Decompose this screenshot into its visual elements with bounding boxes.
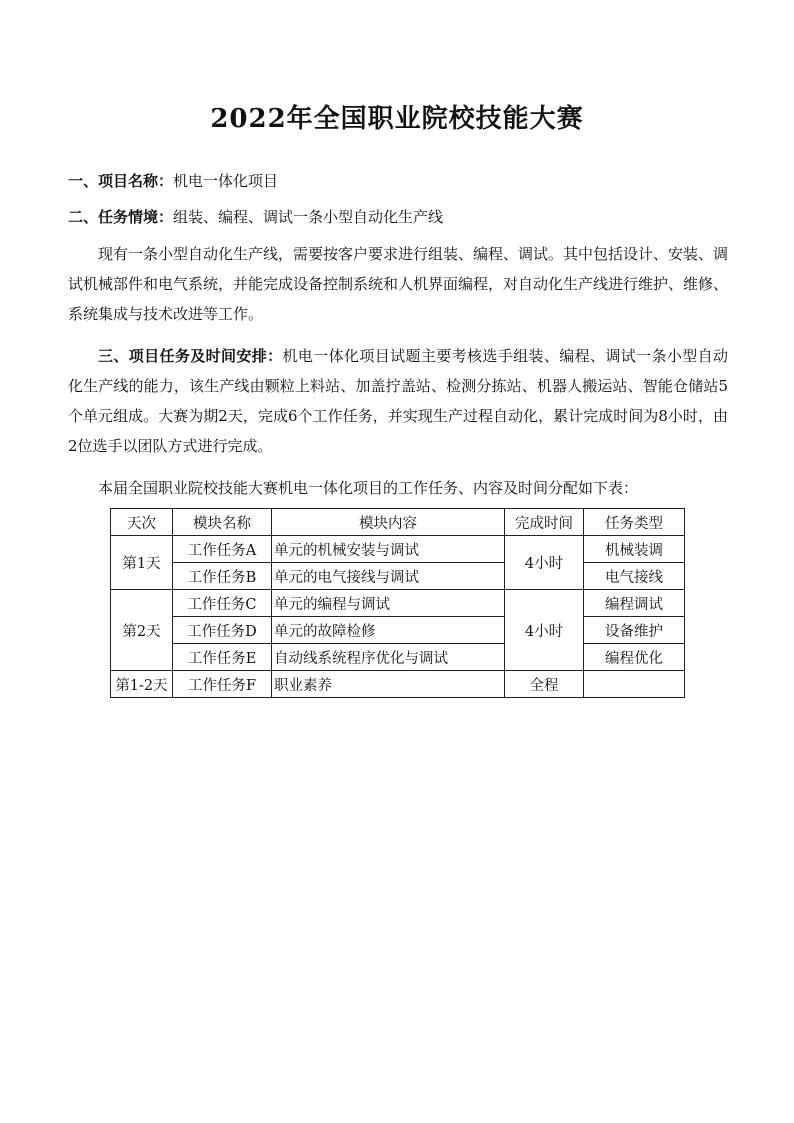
- project-name-value: 机电一体化项目: [173, 172, 279, 190]
- table-row: [111, 590, 685, 617]
- content-cell: 自动线系统程序优化与调试: [272, 644, 505, 671]
- project-name-line: [68, 166, 728, 196]
- table-row: [111, 617, 685, 644]
- table-intro: 本届全国职业院校技能大赛机电一体化项目的工作任务、内容及时间分配如下表：: [98, 479, 639, 497]
- header-module: 模块名称: [173, 509, 272, 536]
- table-row: [111, 644, 685, 671]
- table-header-row: [111, 509, 685, 536]
- module-cell: 工作任务A: [173, 536, 272, 563]
- task-scenario-label: 二、任务情境：: [68, 208, 174, 226]
- day-cell: 第1天: [111, 536, 173, 590]
- header-day: 天次: [111, 509, 173, 536]
- module-cell: 工作任务F: [173, 671, 272, 698]
- time-cell: 4小时: [505, 590, 584, 671]
- content-cell: 职业素养: [272, 671, 505, 698]
- module-cell: 工作任务B: [173, 563, 272, 590]
- task-schedule-label: 三、项目任务及时间安排：: [98, 347, 283, 365]
- type-cell: 编程优化: [584, 644, 685, 671]
- table-row: [111, 563, 685, 590]
- project-name-label: 一、项目名称：: [68, 172, 174, 190]
- day-cell: 第1-2天: [111, 671, 173, 698]
- header-content: 模块内容: [272, 509, 505, 536]
- content-cell: 单元的编程与调试: [272, 590, 505, 617]
- module-cell: 工作任务C: [173, 590, 272, 617]
- time-cell: 全程: [505, 671, 584, 698]
- module-cell: 工作任务D: [173, 617, 272, 644]
- document-title: 2022年全国职业院校技能大赛: [210, 104, 584, 134]
- task-schedule-text: 机电一体化项目试题主要考核选手组装、编程、调试一条小型自动化生产线的能力，该生产线由颗粒上料站、加盖拧盖站、检测分拣站、机器人搬运站、智能仓储站5个单元组成。大赛为期2天，完成6个工作任务，并实现生产过程自动化，累计完成时间为8小时，由2位选手以团队方式进行完成。: [68, 347, 728, 455]
- header-type: 任务类型: [584, 509, 685, 536]
- type-cell: 机械装调: [584, 536, 685, 563]
- module-cell: 工作任务E: [173, 644, 272, 671]
- table-row: [111, 536, 685, 563]
- task-table: [110, 508, 685, 698]
- time-cell: 4小时: [505, 536, 584, 590]
- content-cell: 单元的电气接线与调试: [272, 563, 505, 590]
- header-time: 完成时间: [505, 509, 584, 536]
- day-cell: 第2天: [111, 590, 173, 671]
- task-schedule-paragraph: [68, 341, 728, 461]
- task-scenario-line: [68, 202, 728, 232]
- type-cell: [584, 671, 685, 698]
- content-cell: 单元的故障检修: [272, 617, 505, 644]
- scenario-paragraph: 现有一条小型自动化生产线，需要按客户要求进行组装、编程、调试。其中包括设计、安装、调试机械部件和电气系统，并能完成设备控制系统和人机界面编程，对自动化生产线进行维护、维修、系统集成与技术改进等工作。: [68, 245, 729, 323]
- content-cell: 单元的机械安装与调试: [272, 536, 505, 563]
- table-row: [111, 671, 685, 698]
- task-scenario-value: 组装、编程、调试一条小型自动化生产线: [173, 208, 444, 226]
- type-cell: 设备维护: [584, 617, 685, 644]
- type-cell: 编程调试: [584, 590, 685, 617]
- type-cell: 电气接线: [584, 563, 685, 590]
